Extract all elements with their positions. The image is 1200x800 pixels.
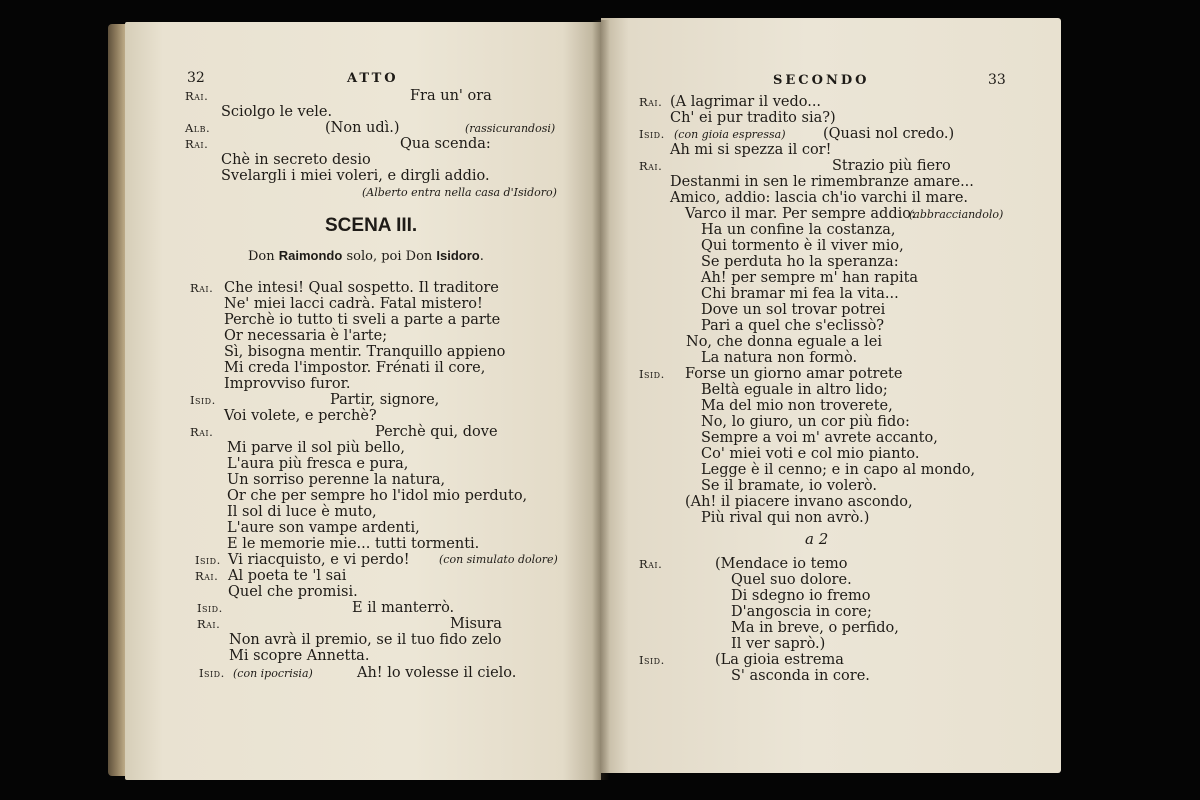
verse-line: Il ver saprò.) (731, 636, 826, 652)
verse-line: Se perduta ho la speranza: (701, 254, 899, 270)
verse-line: Ma del mio non troverete, (701, 398, 893, 414)
verse-line: (A lagrimar il vedo... (670, 94, 822, 110)
character-name: Raimondo (278, 248, 343, 263)
verse-line: Ah! per sempre m' han rapita (701, 270, 919, 286)
verse-line: Co' miei voti e col mio pianto. (701, 446, 920, 462)
verse-line: D'angoscia in core; (731, 604, 872, 620)
book-gutter (592, 20, 610, 780)
scene-title: SCENA III. (325, 215, 418, 236)
verse-line: Or necessaria è l'arte; (224, 328, 388, 344)
verse-line: Strazio più fiero (832, 158, 951, 174)
duet-marker: a 2 (805, 530, 829, 548)
verse-line: (La gioia estrema (715, 652, 844, 668)
verse-line: Mi creda l'impostor. Frénati il core, (224, 360, 486, 376)
verse-line: Mi scopre Annetta. (229, 648, 370, 664)
verse-line: E le memorie mie... tutti tormenti. (227, 536, 480, 552)
verse-line: Destanmi in sen le rimembranze amare... (670, 174, 974, 190)
speaker: Rai. (639, 159, 663, 173)
speaker: Rai. (185, 137, 209, 151)
speaker: Alb. (185, 121, 211, 135)
speaker: Isid. (195, 553, 221, 567)
speaker: Rai. (190, 281, 214, 295)
verse-line: Fra un' ora (410, 88, 492, 104)
speaker: Isid. (197, 601, 223, 615)
subtitle-text: Don (248, 249, 279, 264)
speaker: Isid. (190, 393, 216, 407)
verse-line: Vi riacquisto, e vi perdo! (228, 552, 410, 568)
subtitle-text: . (479, 249, 484, 264)
speaker: Rai. (639, 95, 663, 109)
verse-line: (Non udì.) (325, 120, 400, 136)
character-name: Isidoro (436, 248, 480, 263)
speaker: Rai. (195, 569, 219, 583)
verse-line: La natura non formò. (701, 350, 858, 366)
verse-line: Sciolgo le vele. (221, 104, 333, 120)
verse-line: S' asconda in core. (731, 668, 870, 684)
right-page (601, 18, 1061, 773)
verse-line: Voi volete, e perchè? (224, 408, 377, 424)
verse-line: Or che per sempre ho l'idol mio perduto, (227, 488, 528, 504)
verse-line: Misura (450, 616, 502, 632)
verse-line: Pari a quel che s'eclissò? (701, 318, 885, 334)
verse-line: Chè in secreto desio (221, 152, 371, 168)
speaker: Rai. (190, 425, 214, 439)
stage-direction: (con ipocrisia) (233, 667, 313, 680)
left-page (125, 22, 601, 780)
verse-line: Perchè qui, dove (375, 424, 498, 440)
verse-line: Svelargli i miei voleri, e dirgli addio. (221, 168, 490, 184)
stage-direction: (rassicurandosi) (465, 122, 556, 135)
verse-line: Che intesi! Qual sospetto. Il traditore (224, 280, 499, 296)
subtitle-text: solo, poi Don (342, 249, 437, 264)
stage-direction: (con simulato dolore) (439, 553, 558, 566)
verse-line: Ma in breve, o perfido, (731, 620, 899, 636)
scene-subtitle (248, 248, 484, 264)
verse-line: Qua scenda: (400, 136, 491, 152)
stage-direction: (con gioia espressa) (674, 128, 786, 141)
verse-line: Qui tormento è il viver mio, (701, 238, 904, 254)
verse-line: Partir, signore, (330, 392, 440, 408)
speaker: Isid. (639, 653, 665, 667)
verse-line: Ah mi si spezza il cor! (670, 142, 832, 158)
verse-line: Se il bramate, io volerò. (701, 478, 878, 494)
verse-line: Quel che promisi. (228, 584, 358, 600)
verse-line: Perchè io tutto ti sveli a parte a parte (224, 312, 501, 328)
verse-line: Ne' miei lacci cadrà. Fatal mistero! (224, 296, 483, 312)
verse-line: Dove un sol trovar potrei (701, 302, 886, 318)
verse-line: Più rival qui non avrò.) (701, 510, 870, 526)
verse-line: L'aure son vampe ardenti, (227, 520, 420, 536)
verse-line: Sempre a voi m' avrete accanto, (701, 430, 938, 446)
verse-line: L'aura più fresca e pura, (227, 456, 409, 472)
verse-line: Sì, bisogna mentir. Tranquillo appieno (224, 344, 506, 360)
verse-line: Beltà eguale in altro lido; (701, 382, 888, 398)
verse-line: Non avrà il premio, se il tuo fido zelo (229, 632, 502, 648)
verse-line: No, che donna eguale a lei (686, 334, 883, 350)
verse-line: Di sdegno io fremo (731, 588, 871, 604)
stage-direction: (Alberto entra nella casa d'Isidoro) (362, 186, 557, 199)
verse-line: Quel suo dolore. (731, 572, 852, 588)
verse-line: Varco il mar. Per sempre addio: (685, 206, 916, 222)
running-head: SECONDO (773, 73, 870, 88)
speaker: Isid. (639, 127, 665, 141)
verse-line: Ch' ei pur tradito sia?) (670, 110, 836, 126)
verse-line: No, lo giuro, un cor più fido: (701, 414, 910, 430)
running-head: ATTO (347, 71, 399, 86)
verse-line: Improvviso furor. (224, 376, 351, 392)
page-number: 33 (988, 72, 1006, 88)
speaker: Isid. (639, 367, 665, 381)
verse-line: Chi bramar mi fea la vita... (701, 286, 899, 302)
verse-line: Al poeta te 'l sai (228, 568, 347, 584)
speaker: Rai. (197, 617, 221, 631)
verse-line: Forse un giorno amar potrete (685, 366, 903, 382)
verse-line: Il sol di luce è muto, (227, 504, 377, 520)
verse-line: (Mendace io temo (715, 556, 848, 572)
verse-line: (Ah! il piacere invano ascondo, (685, 494, 913, 510)
verse-line: Mi parve il sol più bello, (227, 440, 405, 456)
speaker: Isid. (199, 666, 225, 680)
verse-line: (Quasi nol credo.) (823, 126, 955, 142)
stage-direction: (abbracciandolo) (909, 208, 1004, 221)
page-number: 32 (187, 70, 205, 86)
verse-line: Un sorriso perenne la natura, (227, 472, 446, 488)
verse-line: Legge è il cenno; e in capo al mondo, (701, 462, 976, 478)
speaker: Rai. (639, 557, 663, 571)
verse-line: Ah! lo volesse il cielo. (357, 665, 517, 681)
verse-line: E il manterrò. (352, 600, 455, 616)
speaker: Rai. (185, 89, 209, 103)
verse-line: Ha un confine la costanza, (701, 222, 896, 238)
verse-line: Amico, addio: lascia ch'io varchi il mare. (670, 190, 969, 206)
